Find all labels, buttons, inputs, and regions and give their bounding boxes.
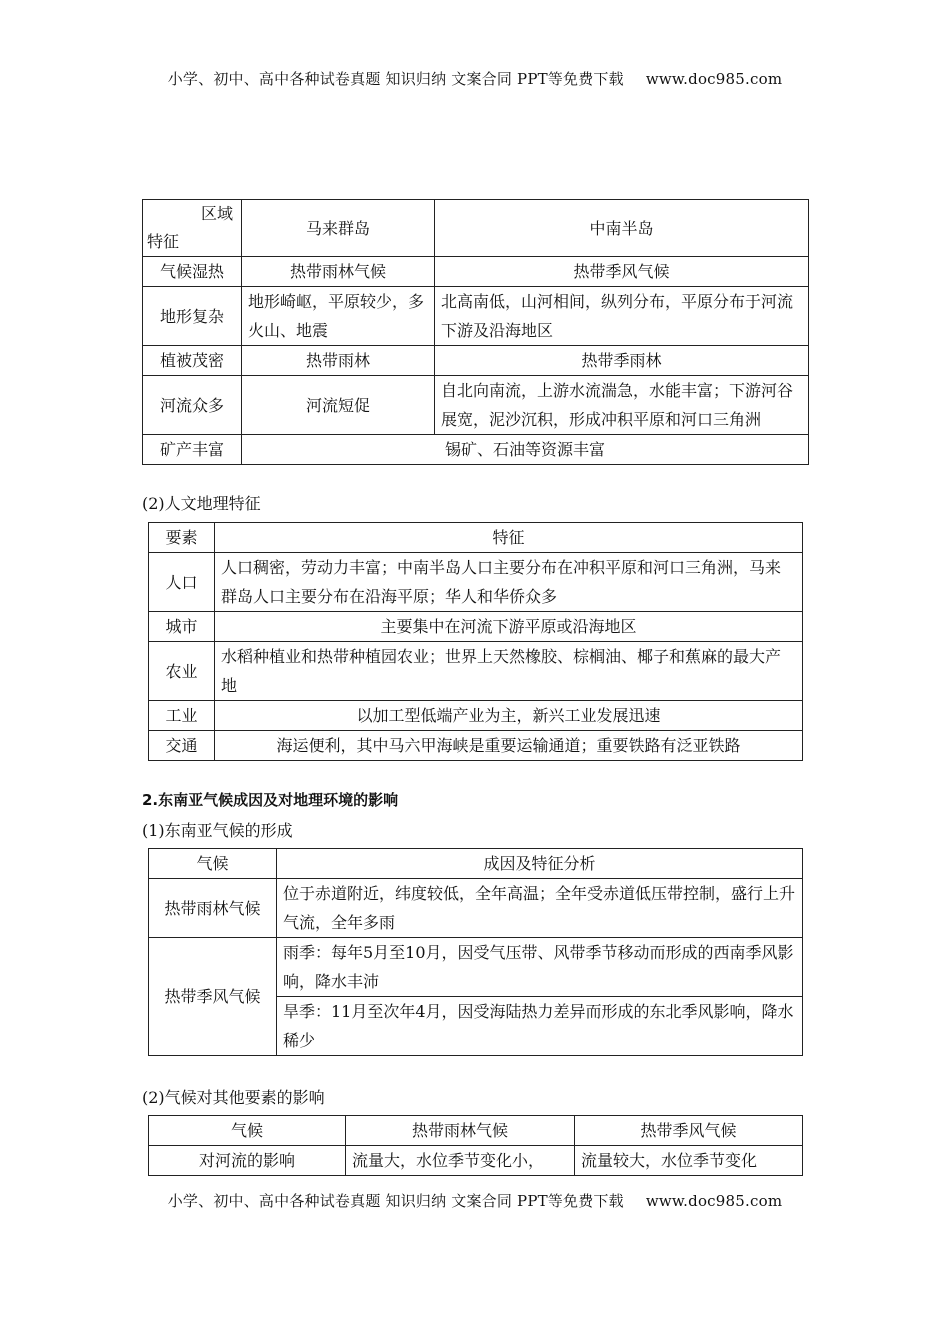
cell-indochina: 北高南低，山河相间，纵列分布，平原分布于河流下游及沿海地区: [435, 287, 809, 346]
col-malay-archipelago: 马来群岛: [242, 200, 435, 257]
header-analysis: 成因及特征分析: [277, 849, 803, 879]
header-climate: 气候: [149, 849, 277, 879]
header-monsoon: 热带季风气候: [575, 1116, 803, 1146]
header-site: www.doc985.com: [645, 70, 783, 88]
row-value: 海运便利，其中马六甲海峡是重要运输通道；重要铁路有泛亚铁路: [215, 731, 803, 761]
corner-feature-label: 特征: [147, 232, 180, 251]
wet-season-desc: 雨季：每年5月至10月，因受气压带、风带季节移动而形成的西南季风影响，降水丰沛: [277, 938, 803, 997]
human-features-table: [148, 522, 803, 761]
dry-season-desc: 旱季：11月至次年4月，因受海陆热力差异而形成的东北季风影响，降水稀少: [277, 997, 803, 1056]
cell-malay: 地形崎岖，平原较少，多火山、地震: [242, 287, 435, 346]
corner-cell: [143, 200, 242, 257]
monsoon-river-effect: 流量较大，水位季节变化: [575, 1146, 803, 1176]
section2-title: 2.东南亚气候成因及对地理环境的影响: [142, 791, 399, 809]
page-footer: [0, 1190, 950, 1211]
row-value: 以加工型低端产业为主，新兴工业发展迅速: [215, 701, 803, 731]
col-indochina: 中南半岛: [435, 200, 809, 257]
row-key: 城市: [149, 612, 215, 642]
header-rainforest: 热带雨林气候: [346, 1116, 575, 1146]
rainforest-climate-desc: 位于赤道附近，纬度较低，全年高温；全年受赤道低压带控制，盛行上升气流，全年多雨: [277, 879, 803, 938]
section-influence-heading: (2)气候对其他要素的影响: [142, 1088, 325, 1107]
row-feature: 河流众多: [143, 376, 242, 435]
footer-text: 小学、初中、高中各种试卷真题 知识归纳 文案合同 PPT等免费下载: [167, 1192, 624, 1210]
row-key: 农业: [149, 642, 215, 701]
cell-indochina: 热带季雨林: [435, 346, 809, 376]
cell-merged: 锡矿、石油等资源丰富: [242, 435, 809, 465]
cell-indochina: 自北向南流，上游水流湍急，水能丰富；下游河谷展宽，泥沙沉积，形成冲积平原和河口三角洲: [435, 376, 809, 435]
row-value: 人口稠密，劳动力丰富；中南半岛人口主要分布在冲积平原和河口三角洲，马来群岛人口主要分布在沿海平原；华人和华侨众多: [215, 553, 803, 612]
footer-site: www.doc985.com: [645, 1192, 783, 1210]
river-influence-label: 对河流的影响: [149, 1146, 346, 1176]
section-human-heading: (2)人文地理特征: [142, 494, 261, 513]
header-climate: 气候: [149, 1116, 346, 1146]
header-text: 小学、初中、高中各种试卷真题 知识归纳 文案合同 PPT等免费下载: [167, 70, 624, 88]
natural-features-table: [142, 199, 809, 465]
header-feature: 特征: [215, 523, 803, 553]
rainforest-climate-label: 热带雨林气候: [149, 879, 277, 938]
climate-influence-table: [148, 1115, 803, 1176]
rainforest-river-effect: 流量大，水位季节变化小，: [346, 1146, 575, 1176]
row-key: 工业: [149, 701, 215, 731]
cell-malay: 热带雨林气候: [242, 257, 435, 287]
row-feature: 矿产丰富: [143, 435, 242, 465]
row-feature: 地形复杂: [143, 287, 242, 346]
row-key: 人口: [149, 553, 215, 612]
section-climate-heading: (1)东南亚气候的形成: [142, 821, 293, 840]
header-element: 要素: [149, 523, 215, 553]
row-feature: 气候湿热: [143, 257, 242, 287]
row-key: 交通: [149, 731, 215, 761]
row-value: 水稻种植业和热带种植园农业；世界上天然橡胶、棕榈油、椰子和蕉麻的最大产地: [215, 642, 803, 701]
cell-indochina: 热带季风气候: [435, 257, 809, 287]
cell-malay: 热带雨林: [242, 346, 435, 376]
page-header: [0, 68, 950, 89]
row-feature: 植被茂密: [143, 346, 242, 376]
monsoon-climate-label: 热带季风气候: [149, 938, 277, 1056]
cell-malay: 河流短促: [242, 376, 435, 435]
corner-region-label: 区域: [200, 204, 233, 223]
row-value: 主要集中在河流下游平原或沿海地区: [215, 612, 803, 642]
climate-formation-table: [148, 848, 803, 1056]
